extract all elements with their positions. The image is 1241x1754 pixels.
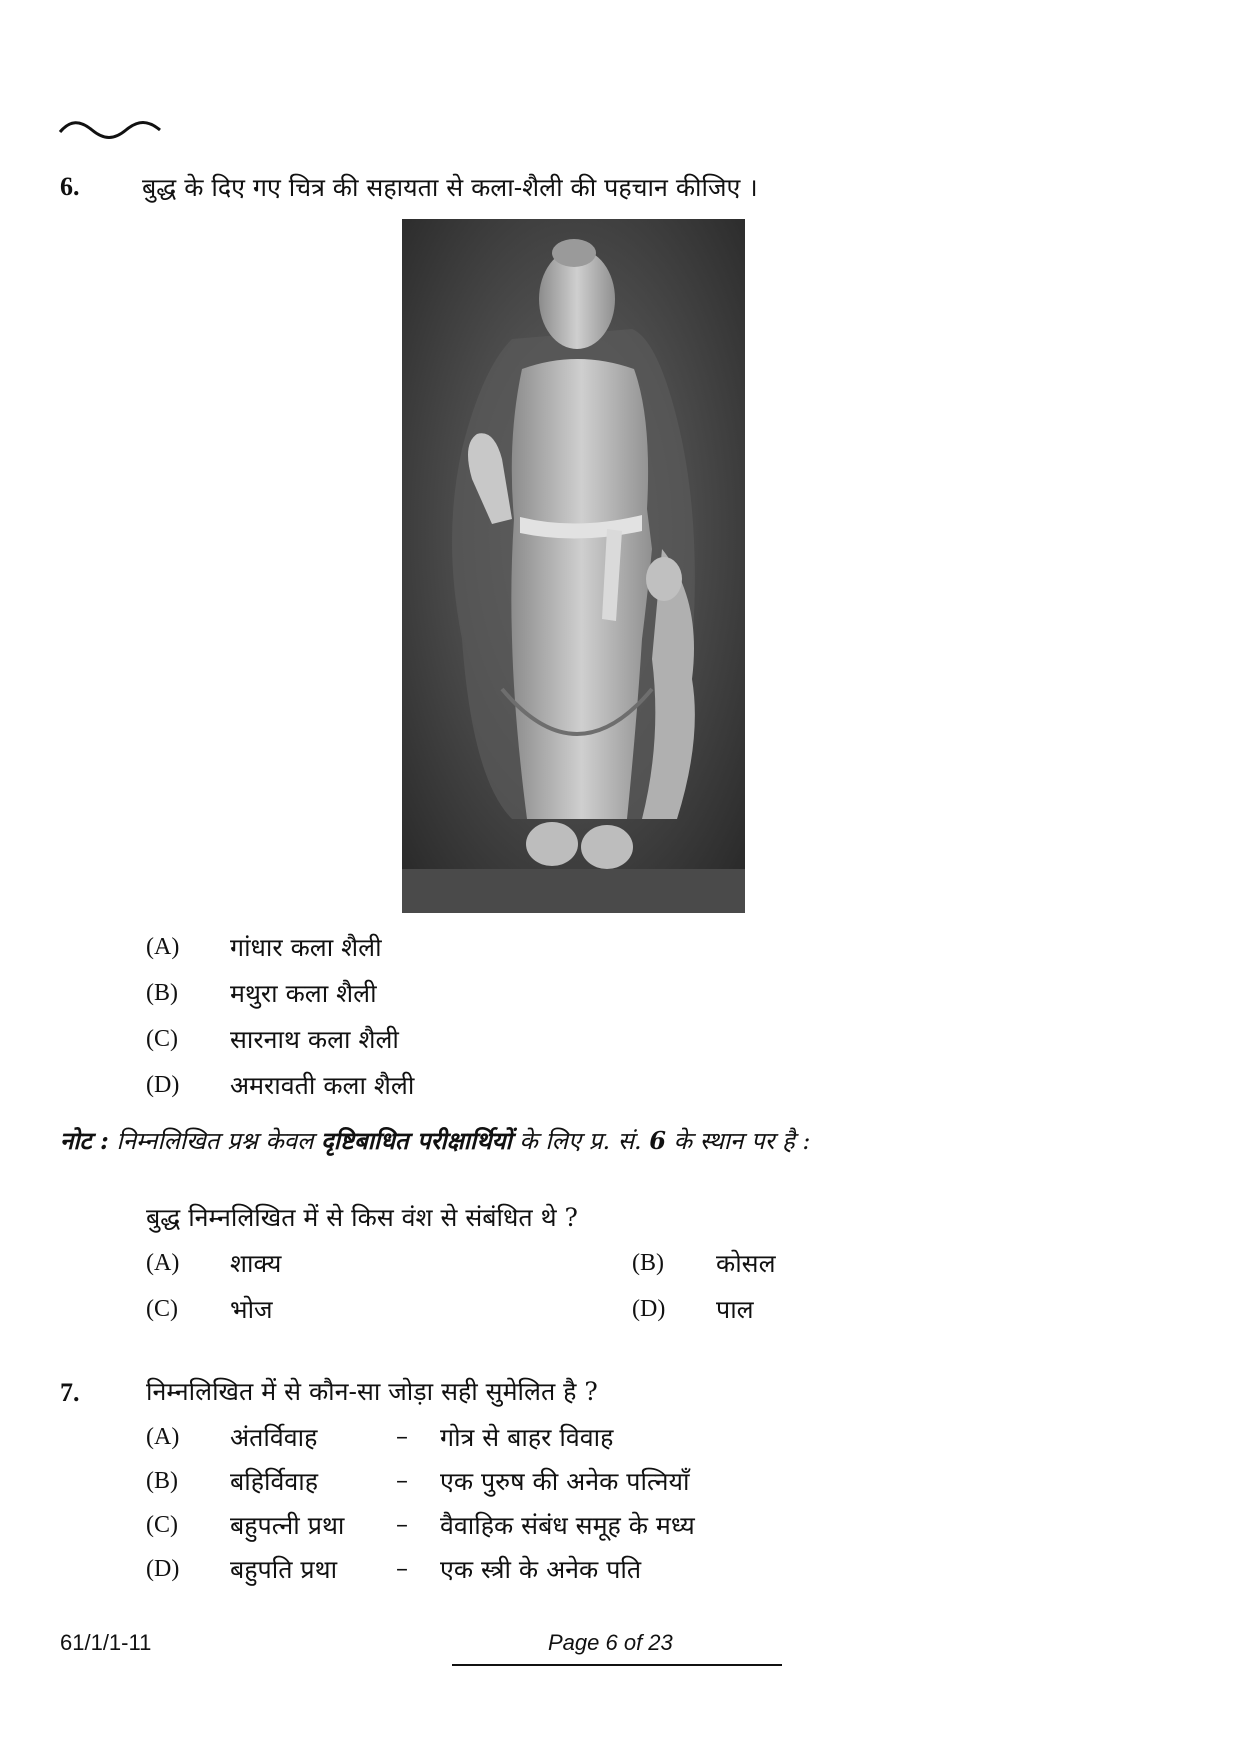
- note-line: [60, 1124, 811, 1157]
- note-text-after: के स्थान पर है :: [673, 1127, 811, 1155]
- paper-code: 61/1/1-11: [60, 1630, 152, 1655]
- buddha-statue-photo: [402, 219, 745, 913]
- option-letter: (D): [146, 1072, 180, 1098]
- question-number: 6.: [60, 172, 80, 201]
- alt-question-text: बुद्ध निम्नलिखित में से किस वंश से संबंधित थे ?: [146, 1203, 578, 1232]
- option-definition: एक स्त्री के अनेक पति: [440, 1555, 642, 1584]
- dash-separator: –: [396, 1466, 408, 1494]
- option-term: अंतर्विवाह: [230, 1423, 318, 1452]
- option-text: कोसल: [716, 1249, 776, 1278]
- option-definition: एक पुरुष की अनेक पत्नियाँ: [440, 1467, 690, 1496]
- option-letter: (A): [146, 1250, 180, 1276]
- option-letter: (A): [146, 1424, 180, 1450]
- option-letter: (D): [632, 1296, 666, 1322]
- option-letter: (C): [146, 1296, 178, 1322]
- dash-separator: –: [396, 1554, 408, 1582]
- option-letter: (B): [146, 1468, 178, 1494]
- option-letter: (A): [146, 934, 180, 960]
- option-letter: (D): [146, 1556, 180, 1582]
- option-term: बहुपति प्रथा: [230, 1555, 338, 1584]
- option-definition: गोत्र से बाहर विवाह: [440, 1423, 614, 1452]
- option-term: बहिर्विवाह: [230, 1467, 319, 1496]
- page-number: Page 6 of 23: [548, 1630, 673, 1655]
- note-label: नोट :: [60, 1126, 109, 1155]
- note-question-ref: 6: [649, 1126, 666, 1155]
- note-text-mid: के लिए प्र. सं.: [519, 1127, 642, 1155]
- wave-mark-icon: [58, 118, 162, 140]
- option-text: पाल: [716, 1295, 754, 1324]
- option-letter: (C): [146, 1026, 178, 1052]
- option-text: अमरावती कला शैली: [230, 1071, 415, 1100]
- note-emphasis: दृष्टिबाधित परीक्षार्थियों: [321, 1126, 512, 1155]
- option-definition: वैवाहिक संबंध समूह के मध्य: [440, 1511, 695, 1540]
- dash-separator: –: [396, 1422, 408, 1450]
- option-text: गांधार कला शैली: [230, 933, 382, 962]
- footer-rule: [452, 1664, 782, 1666]
- note-text-before: निम्नलिखित प्रश्न केवल: [116, 1127, 314, 1155]
- option-term: बहुपत्नी प्रथा: [230, 1511, 345, 1540]
- option-letter: (C): [146, 1512, 178, 1538]
- dash-separator: –: [396, 1510, 408, 1538]
- option-text: शाक्य: [230, 1249, 282, 1278]
- option-letter: (B): [146, 980, 178, 1006]
- question-number: 7.: [60, 1378, 80, 1407]
- option-text: सारनाथ कला शैली: [230, 1025, 399, 1054]
- option-text: भोज: [230, 1295, 273, 1324]
- option-text: मथुरा कला शैली: [230, 979, 377, 1008]
- question-text: बुद्ध के दिए गए चित्र की सहायता से कला-शैली की पहचान कीजिए ।: [142, 173, 758, 202]
- option-letter: (B): [632, 1250, 664, 1276]
- question-text: निम्नलिखित में से कौन-सा जोड़ा सही सुमेलित है ?: [146, 1377, 598, 1406]
